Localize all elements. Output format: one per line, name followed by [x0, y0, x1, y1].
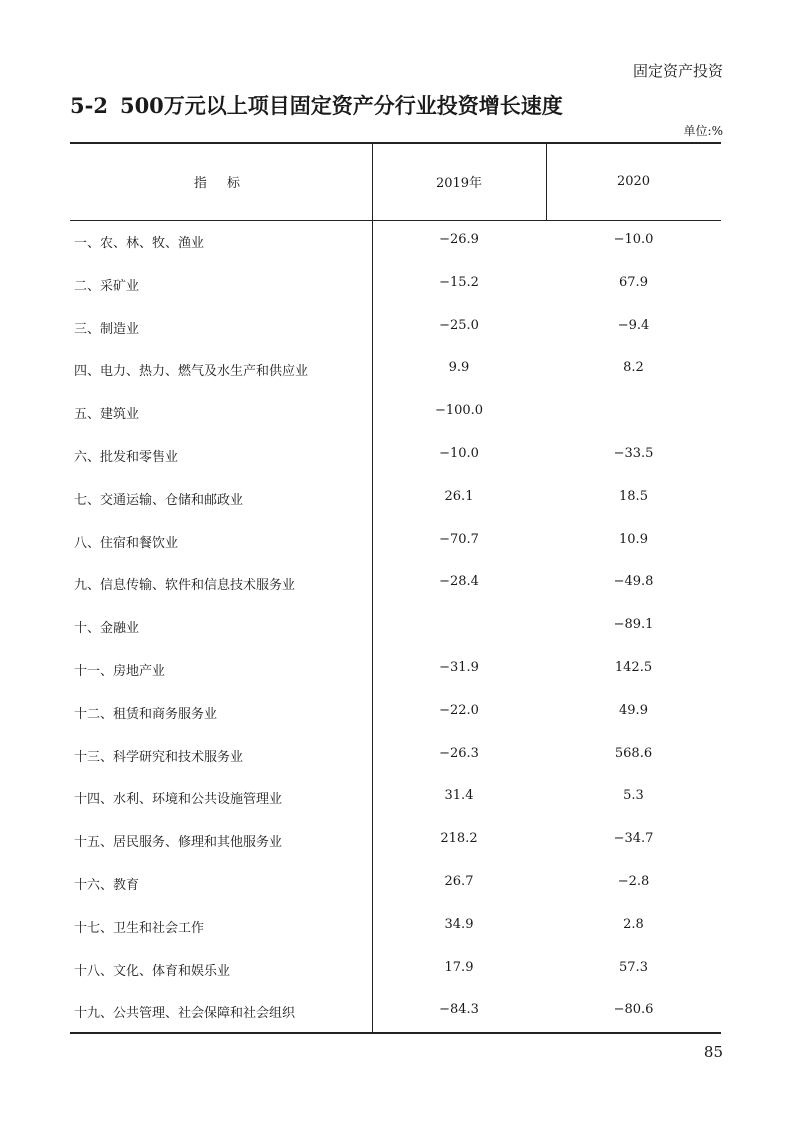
cell-2019: −22.0	[439, 702, 479, 718]
cell-2020: −34.7	[613, 831, 654, 847]
table-row	[70, 434, 721, 476]
table-row	[70, 391, 721, 433]
page-number: 85	[703, 1043, 723, 1061]
table-row	[70, 905, 721, 947]
section-label: 固定资产投资	[632, 62, 723, 80]
cell-2020: 49.9	[619, 702, 648, 718]
row-label: 十五、居民服务、修理和其他服务业	[74, 835, 283, 851]
row-label: 十九、公共管理、社会保障和社会组织	[74, 1006, 296, 1022]
row-label: 十、金融业	[74, 621, 140, 637]
row-label: 十三、科学研究和技术服务业	[74, 749, 244, 765]
cell-2020: 568.6	[614, 745, 653, 761]
table-row	[70, 776, 721, 818]
unit-label: 单位:%	[683, 124, 723, 138]
cell-2020: −89.1	[613, 617, 654, 633]
row-label: 十一、房地产业	[74, 664, 166, 679]
cell-2019: 26.7	[444, 874, 474, 889]
table-row	[70, 605, 721, 647]
table-row	[70, 520, 721, 562]
cell-2020: 10.9	[619, 531, 648, 547]
cell-2019: −28.4	[439, 574, 479, 590]
row-label: 六、批发和零售业	[74, 450, 179, 465]
cell-2020: −49.8	[613, 574, 654, 590]
data-table	[70, 142, 721, 1034]
cell-2020: 8.2	[623, 360, 644, 376]
cell-2019: −10.0	[439, 446, 479, 461]
table-row	[70, 691, 721, 733]
cell-2019: −26.3	[439, 745, 479, 761]
table-row	[70, 734, 721, 776]
header-2019: 2019年	[435, 175, 483, 191]
cell-2020: 57.3	[619, 959, 648, 975]
cell-2020: 67.9	[619, 274, 648, 290]
cell-2020: 5.3	[623, 788, 644, 804]
page-title	[70, 90, 563, 120]
cell-2020: −33.5	[613, 446, 654, 461]
cell-2019: 26.1	[444, 488, 474, 504]
table-title-text: 500万元以上项目固定资产分行业投资增长速度	[119, 93, 563, 118]
row-label: 三、制造业	[74, 321, 140, 337]
table-row	[70, 348, 721, 390]
cell-2019: 17.9	[444, 959, 474, 975]
cell-2020: 142.5	[614, 660, 653, 675]
table-row	[70, 220, 721, 262]
cell-2019: −15.2	[439, 274, 479, 290]
row-label: 十八、文化、体育和娱乐业	[74, 963, 231, 979]
cell-2019: 218.2	[440, 831, 478, 847]
cell-2020: −2.8	[617, 874, 650, 889]
row-label: 八、住宿和餐饮业	[74, 535, 179, 551]
cell-2019: −26.9	[439, 232, 479, 247]
row-label: 七、交通运输、仓储和邮政业	[74, 492, 244, 508]
header-indicator: 指 标	[193, 175, 249, 191]
cell-2020: 2.8	[623, 916, 644, 932]
table-row	[70, 648, 721, 690]
cell-2019: −31.9	[439, 660, 479, 675]
cell-2019: 9.9	[448, 360, 470, 376]
table-row	[70, 306, 721, 348]
cell-2020: −10.0	[613, 232, 654, 247]
table-row	[70, 263, 721, 305]
cell-2019: −25.0	[439, 317, 479, 333]
row-label: 十二、租赁和商务服务业	[74, 706, 218, 722]
cell-2020: −80.6	[613, 1002, 654, 1018]
header-2020: 2020	[616, 173, 651, 189]
cell-2019: −70.7	[439, 531, 479, 547]
table-row	[70, 948, 721, 990]
table-row	[70, 990, 721, 1032]
row-label: 九、信息传输、软件和信息技术服务业	[74, 578, 296, 594]
row-label: 五、建筑业	[74, 407, 140, 423]
table-row	[70, 862, 721, 904]
table-number: 5-2	[70, 93, 108, 118]
cell-2019: 31.4	[444, 788, 474, 804]
table-row	[70, 562, 721, 604]
row-label: 一、农、林、牧、渔业	[74, 236, 205, 251]
cell-2020: −9.4	[617, 317, 650, 333]
row-label: 十四、水利、环境和公共设施管理业	[74, 792, 283, 808]
cell-2019: 34.9	[444, 916, 474, 932]
row-label: 十六、教育	[74, 878, 140, 893]
row-label: 十七、卫生和社会工作	[74, 920, 205, 936]
cell-2019: −100.0	[434, 403, 484, 419]
row-label: 二、采矿业	[74, 278, 140, 294]
cell-2020: 18.5	[619, 488, 648, 504]
row-label: 四、电力、热力、燃气及水生产和供应业	[74, 364, 309, 380]
cell-2019: −84.3	[439, 1002, 479, 1018]
table-row	[70, 477, 721, 519]
table-row	[70, 819, 721, 861]
